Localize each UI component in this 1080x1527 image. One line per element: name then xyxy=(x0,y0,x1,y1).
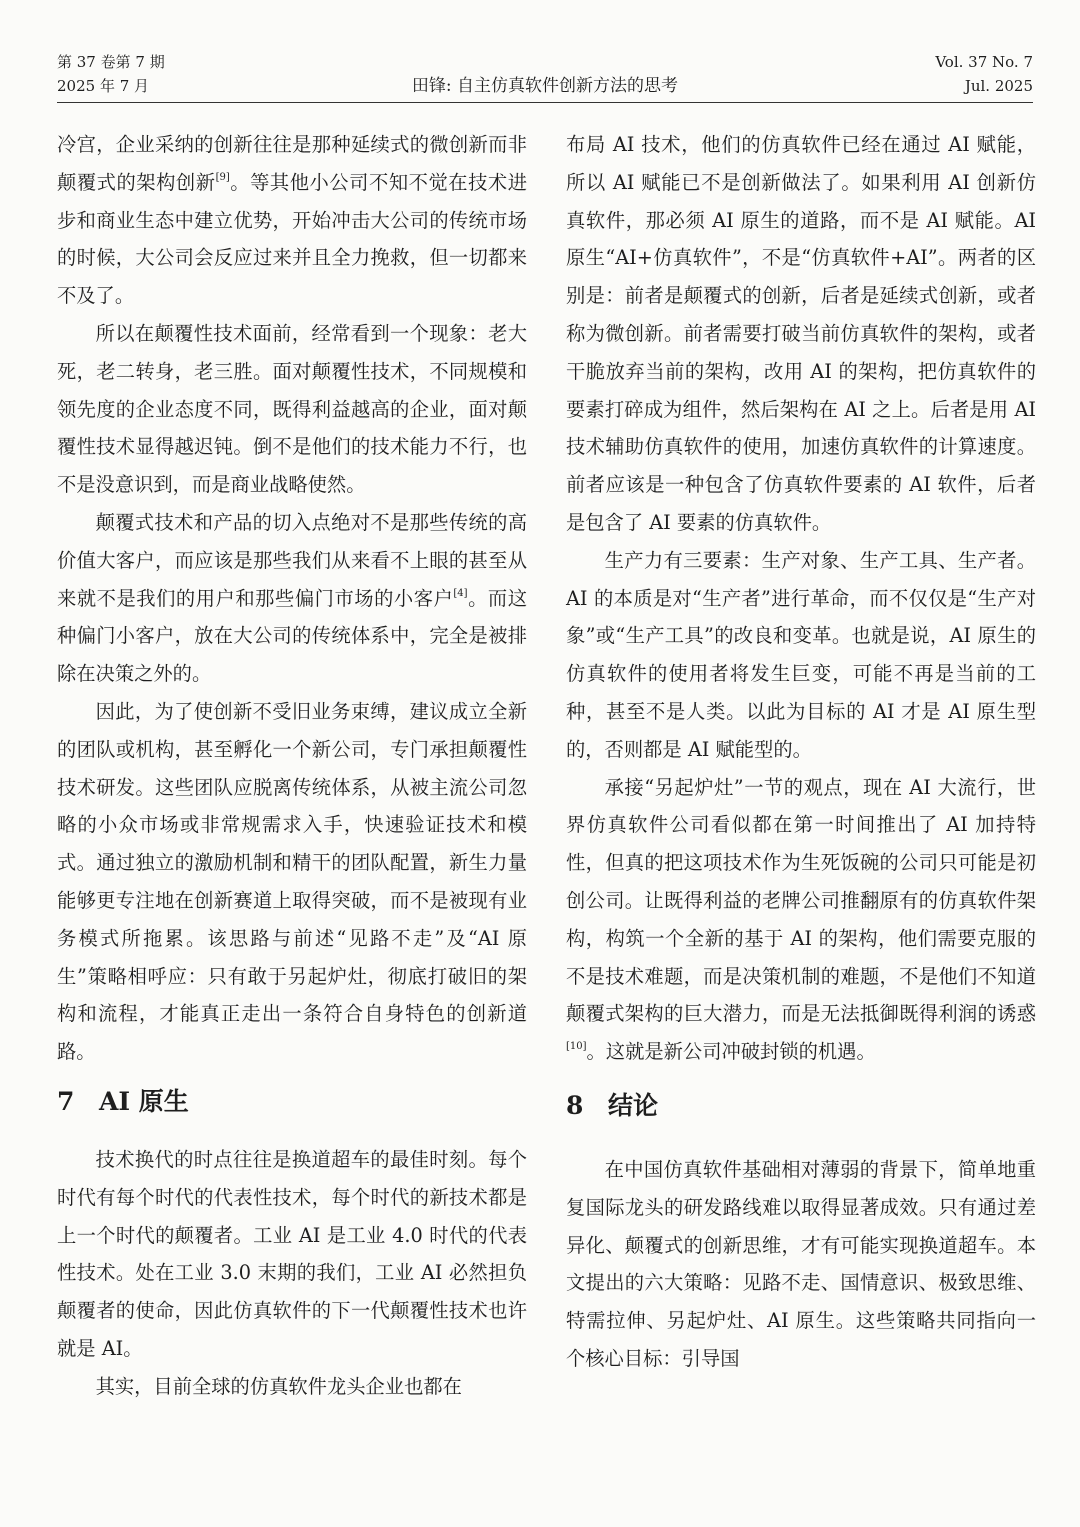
volume-issue-en xyxy=(935,50,1033,98)
volume-issue-line: 第 37 卷第 7 期 xyxy=(57,53,165,71)
citation: [4] xyxy=(453,587,468,599)
date-line-en: Jul. 2025 xyxy=(964,77,1033,95)
text-run: 。而这种偏门小客户，放在大公司的传统体系中，完全是被排除在决策之外的。 xyxy=(57,586,528,686)
section-heading-7 xyxy=(57,1087,527,1117)
text-run: 。等其他小公司不知不觉在技术进步和商业生态中建立优势，开始冲击大公司的传统市场的时候，大公司会反应过来并且全力挽救，但一切都来不及了。 xyxy=(57,170,528,308)
section-number: 7 xyxy=(57,1086,75,1116)
left-column xyxy=(57,126,527,1406)
section-title: 结论 xyxy=(608,1090,659,1120)
right-column xyxy=(566,126,1036,1378)
paragraph: 在中国仿真软件基础相对薄弱的背景下，简单地重复国际龙头的研发路线难以取得显著成效。只有通过差异化、颠覆式的创新思维，才有可能实现换道超车。本文提出的六大策略：见路不走、国情意识、极致思维、特需拉伸、另起炉灶、AI 原生。这些策略共同指向一个核心目标：引导国 xyxy=(566,1157,1036,1370)
paragraph xyxy=(57,126,527,315)
section-number: 8 xyxy=(566,1090,584,1120)
section-title: AI 原生 xyxy=(99,1086,189,1116)
paragraph: 其实，目前全球的仿真软件龙头企业也都在 xyxy=(95,1374,462,1398)
paragraph xyxy=(566,769,1036,1071)
volume-issue-line-en: Vol. 37 No. 7 xyxy=(935,53,1033,71)
text-run: 承接“另起炉灶”一节的观点，现在 AI 大流行，世界仿真软件公司看似都在第一时间推出了 AI 加持特性，但真的把这项技术作为生死饭碗的公司只可能是初创公司。让既得利益的老牌公司推翻原有的仿真软件架构，构筑一个全新的基于 AI 的架构，他们需要克服的不是技术难题，而是决策机制的难题，不是他们不知道颠覆式架构的巨大潜力，而是无法抵御既得利润的诱惑 xyxy=(566,775,1036,1026)
paragraph: 技术换代的时点往往是换道超车的最佳时刻。每个时代有每个时代的代表性技术，每个时代的新技术都是上一个时代的颠覆者。工业 AI 是工业 4.0 时代的代表性技术。处在工业 3.0 末期的我们，工业 AI 必然担负颠覆者的使命，因此仿真软件的下一代颠覆性技术也许就是 AI。 xyxy=(57,1147,527,1360)
article-title-header: 田锋: 自主仿真软件创新方法的思考 xyxy=(411,76,679,96)
text-run: 。这就是新公司冲破封锁的机遇。 xyxy=(586,1040,876,1064)
date-line: 2025 年 7 月 xyxy=(57,77,150,95)
citation: [10] xyxy=(566,1041,587,1053)
citation: [9] xyxy=(215,171,230,183)
running-header xyxy=(57,50,1033,103)
text-run: 冷宫，企业采纳的创新往往是那种延续式的微创新而非颠覆式的架构创新 xyxy=(57,133,527,194)
paragraph: 因此，为了使创新不受旧业务束缚，建议成立全新的团队或机构，甚至孵化一个新公司，专门承担颠覆性技术研发。这些团队应脱离传统体系，从被主流公司忽略的小众市场或非常规需求入手，快速验证技术和模式。通过独立的激励机制和精干的团队配置，新生力量能够更专注地在创新赛道上取得突破，而不是被现有业务模式所拖累。该思路与前述“见路不走”及“AI 原生”策略相呼应：只有敢于另起炉灶，彻底打破旧的架构和流程，才能真正走出一条符合自身特色的创新道路。 xyxy=(57,699,527,1064)
paragraph: 生产力有三要素：生产对象、生产工具、生产者。AI 的本质是对“生产者”进行革命，而不仅仅是“生产对象”或“生产工具”的改良和变革。也就是说，AI 原生的仿真软件的使用者将发生巨变，可能不再是当前的工种，甚至不是人类。以此为目标的 AI 才是 AI 原生型的，否则都是 AI 赋能型的。 xyxy=(566,548,1036,761)
section-heading-8 xyxy=(566,1091,1036,1121)
paragraph: 所以在颠覆性技术面前，经常看到一个现象：老大死，老二转身，老三胜。面对颠覆性技术，不同规模和领先度的企业态度不同，既得利益越高的企业，面对颠覆性技术显得越迟钝。倒不是他们的技术能力不行，也不是没意识到，而是商业战略使然。 xyxy=(57,321,527,497)
paragraph: 布局 AI 技术，他们的仿真软件已经在通过 AI 赋能，所以 AI 赋能已不是创新做法了。如果利用 AI 创新仿真软件，那必须 AI 原生的道路，而不是 AI 赋能。AI 原生“AI+仿真软件”，不是“仿真软件+AI”。两者的区别是：前者是颠覆式的创新，后者是延续式创新，或者称为微创新。前者需要打破当前仿真软件的架构，或者干脆放弃当前的架构，改用 AI 的架构，把仿真软件的要素打碎成为组件，然后架构在 AI 之上。后者是用 AI 技术辅助仿真软件的使用，加速仿真软件的计算速度。前者应该是一种包含了仿真软件要素的 AI 软件，后者是包含了 AI 要素的仿真软件。 xyxy=(566,133,1036,534)
paragraph xyxy=(57,504,527,693)
text-run: 颠覆式技术和产品的切入点绝对不是那些传统的高价值大客户，而应该是那些我们从来看不上眼的甚至从来就不是我们的用户和那些偏门市场的小客户 xyxy=(57,510,527,610)
